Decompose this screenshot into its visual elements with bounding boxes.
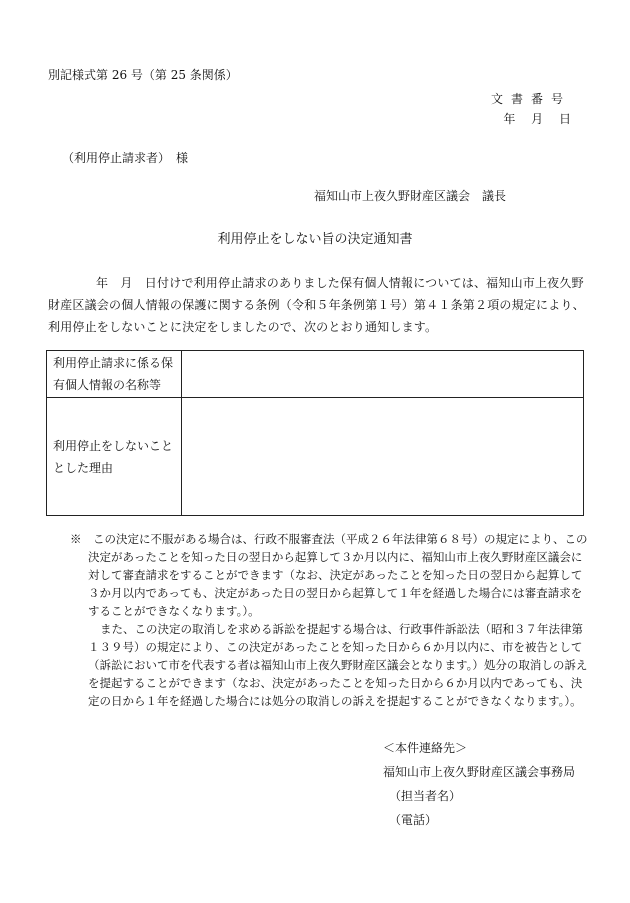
table-row (47, 398, 584, 516)
note-paragraph-1 (70, 530, 588, 620)
contact-office: 福知山市上夜久野財産区議会事務局 (383, 765, 576, 779)
body-paragraph: 年 月 日付けで利用停止請求のありました保有個人情報については、福知山市上夜久野財産区議会の個人情報の保護に関する条例（令和５年条例第１号）第４１条第２項の規定により、利用停止をしないことに決定をしましたので、次のとおり通知します。 (48, 276, 585, 334)
recipient: （利用停止請求者） 様 (62, 151, 189, 165)
document-number-label: 文書番号 (490, 92, 571, 106)
contact-phone: （電話） (389, 813, 438, 827)
sender: 福知山市上夜久野財産区議会 議長 (314, 189, 507, 203)
table-label-info-name: 利用停止請求に係る保有個人情報の名称等 (47, 351, 182, 398)
contact-block (383, 736, 575, 832)
form-number: 別記様式第 26 号（第 25 条関係） (48, 68, 238, 82)
document-title: 利用停止をしない旨の決定通知書 (217, 232, 413, 247)
table-value-reason (182, 398, 584, 516)
note-text-1: この決定に不服がある場合は、行政不服審査法（平成２６年法律第６８号）の規定により、この決定があったことを知った日の翌日から起算して３か月以内に、福知山市上夜久野財産区議会に対して審査請求をすることができます（なお、決定があったことを知った日の翌日から起算して３か月以内であっても、決定があった日の翌日から起算して１年を経過した場合には審査請求をすることができなくなります。）。 (88, 532, 588, 618)
note-paragraph-2 (70, 620, 588, 710)
info-table (46, 350, 584, 516)
table-label-reason: 利用停止をしないこととした理由 (47, 398, 182, 516)
note-text-2: また、この決定の取消しを求める訴訟を提起する場合は、行政事件訴訟法（昭和３７年法律第１３９号）の規定により、この決定があったことを知った日から６か月以内に、市を被告として（訴訟において市を代表する者は福知山市上夜久野財産区議会となります。）処分の取消しの訴えを提起することができます（なお、決定があったことを知った日から６か月以内であっても、決定の日から１年を経過した場合には処分の取消しの訴えを提起することができなくなります。）。 (88, 622, 588, 708)
contact-person: （担当者名） (389, 789, 462, 803)
date-label: 年 月 日 (503, 112, 571, 126)
table-value-info-name (182, 351, 584, 398)
contact-heading: ＜本件連絡先＞ (383, 741, 468, 755)
note-mark: ※ (70, 532, 82, 546)
table-row (47, 351, 584, 398)
appeal-notes (70, 530, 588, 710)
